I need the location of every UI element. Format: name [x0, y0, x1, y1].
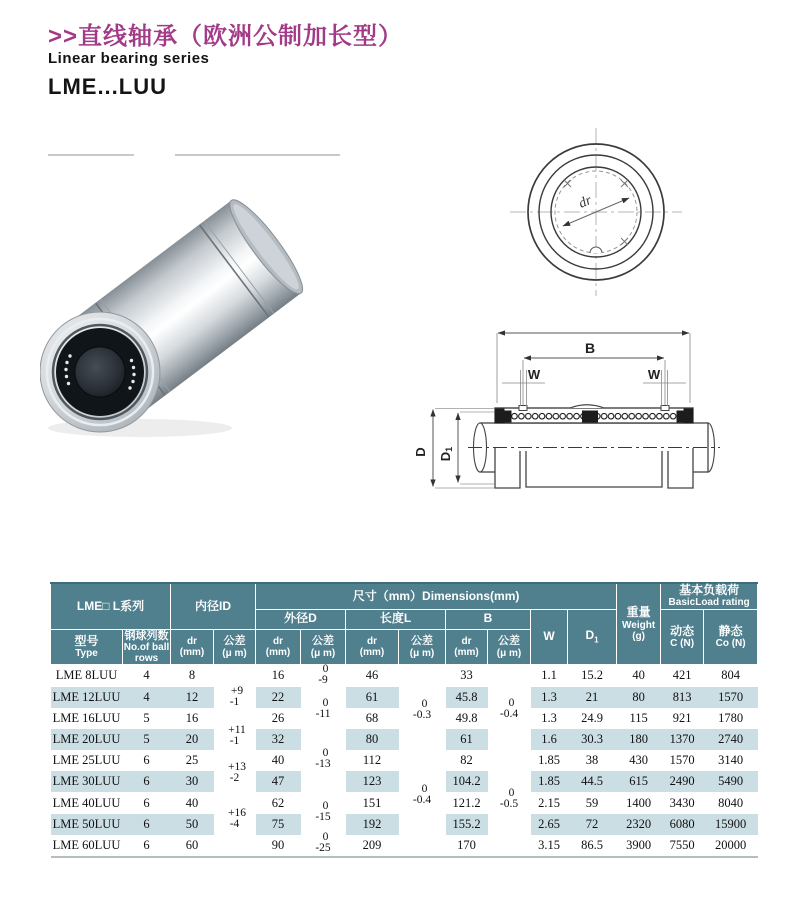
cell-weight: 40: [632, 668, 645, 683]
tolerance-label: +13 -2: [228, 761, 246, 785]
tolerance-label: 0 -15: [315, 800, 331, 824]
cell-id-dr: 8: [188, 668, 196, 683]
col-header-static: 静态 Co (N): [704, 609, 758, 665]
col-id-tolerance: [214, 665, 256, 857]
cell-weight: 180: [617, 729, 661, 750]
cell-w: 1.3: [541, 710, 557, 725]
cell-len-dr: 112: [362, 753, 382, 768]
cell-balls: 6: [143, 795, 150, 810]
cell-d1: 86.5: [581, 837, 603, 852]
cell-dynamic: 813: [661, 687, 704, 708]
bore-diameter-label: dr: [576, 193, 595, 212]
col-header-id-dr: dr (mm): [171, 629, 214, 665]
cell-type: LME 30LUU: [51, 771, 123, 792]
cell-w: 1.1: [541, 668, 557, 683]
spec-table-container: [50, 582, 757, 858]
cell-dynamic: 3430: [669, 795, 695, 810]
cell-w: 1.6: [531, 729, 568, 750]
cell-w: 2.65: [531, 814, 568, 835]
cell-balls: 5: [143, 710, 150, 725]
tolerance-label: +9 -1: [229, 685, 244, 709]
cell-od-dr: 40: [271, 753, 285, 768]
col-header-b-tol: 公差 (μ m): [488, 629, 531, 665]
tolerance-label: 0 -0.3: [412, 698, 432, 722]
col-header-len-tol: 公差 (μ m): [399, 629, 446, 665]
cell-id-dr: 20: [171, 729, 214, 750]
cell-dynamic: 921: [672, 710, 692, 725]
cell-balls: 6: [143, 753, 150, 768]
dim-d1-label: D1: [438, 446, 454, 462]
col-header-b: B: [446, 609, 531, 629]
cell-static: 5490: [704, 771, 758, 792]
cell-len-dr: 46: [365, 668, 379, 683]
cell-dynamic: 1370: [661, 729, 704, 750]
cell-dynamic: 7550: [669, 837, 695, 852]
technical-drawings: [380, 120, 800, 520]
cell-w: 2.15: [538, 795, 560, 810]
cell-type: LME 40LUU: [52, 795, 121, 810]
col-od-tolerance: [301, 665, 346, 857]
product-photo: [40, 190, 320, 440]
decorative-rule: [48, 154, 134, 156]
cell-weight: 3900: [626, 837, 652, 852]
dim-w-right-label: W: [647, 367, 661, 382]
cell-type: LME 12LUU: [51, 687, 123, 708]
cell-b-dr: 61: [446, 729, 488, 750]
cell-id-dr: 40: [185, 795, 199, 810]
cell-dynamic: 6080: [661, 814, 704, 835]
cell-balls: 6: [123, 771, 171, 792]
cell-len-dr: 61: [346, 687, 399, 708]
cell-b-dr: 121.2: [452, 795, 481, 810]
cell-dynamic: 1570: [669, 753, 695, 768]
cell-w: 1.3: [531, 687, 568, 708]
cell-len-dr: 68: [365, 710, 379, 725]
col-header-dynamic: 动态 C (N): [661, 609, 704, 665]
col-header-ball-rows: 钢球列数 No.of ball rows: [123, 629, 170, 665]
col-header-od: 外径D: [256, 609, 346, 629]
cell-weight: 615: [617, 771, 661, 792]
cell-balls: 6: [143, 837, 150, 852]
cell-b-dr: 45.8: [446, 687, 488, 708]
col-header-length: 长度L: [346, 609, 446, 629]
cell-od-dr: 90: [271, 837, 285, 852]
cell-w: 1.85: [531, 771, 568, 792]
cell-b-dr: 155.2: [446, 814, 488, 835]
col-b-tolerance: [488, 665, 531, 857]
cell-dynamic: 2490: [661, 771, 704, 792]
col-header-id-tol: 公差 (μ m): [214, 629, 256, 665]
cell-weight: 430: [629, 753, 648, 768]
tolerance-label: 0 -13: [315, 747, 331, 771]
cell-id-dr: 16: [185, 710, 199, 725]
cell-weight: 80: [617, 687, 661, 708]
cell-weight: 1400: [626, 795, 652, 810]
col-header-dimensions: 尺寸（mm）Dimensions(mm): [256, 583, 617, 609]
cell-d1: 21: [568, 687, 617, 708]
dim-w-left-label: W: [527, 367, 541, 382]
cell-balls: 4: [143, 668, 150, 683]
tolerance-label: 0 -11: [315, 697, 331, 721]
cell-od-dr: 62: [271, 795, 285, 810]
page-subtitle: Linear bearing series: [48, 50, 210, 67]
model-name: LME...LUU: [48, 74, 167, 99]
page-title: >>直线轴承（欧洲公制加长型）: [48, 23, 404, 50]
dim-b-label: B: [584, 340, 596, 356]
col-header-len-dr: dr (mm): [346, 629, 399, 665]
cell-od-dr: 47: [256, 771, 301, 792]
cell-d1: 15.2: [581, 668, 603, 683]
cell-d1: 30.3: [568, 729, 617, 750]
cell-id-dr: 30: [171, 771, 214, 792]
col-header-b-dr: dr (mm): [446, 629, 488, 665]
cell-balls: 5: [123, 729, 171, 750]
cell-od-dr: 16: [271, 668, 285, 683]
cell-type: LME 20LUU: [51, 729, 123, 750]
side-view-drawing: [413, 333, 720, 488]
tolerance-label: 0 -0.5: [499, 787, 519, 811]
decorative-rule: [175, 154, 340, 156]
cell-id-dr: 50: [171, 814, 214, 835]
cell-len-dr: 123: [346, 771, 399, 792]
cell-b-dr: 170: [457, 837, 476, 852]
cell-len-dr: 151: [362, 795, 382, 810]
cell-static: 1780: [718, 710, 744, 725]
cell-weight: 115: [629, 710, 648, 725]
cell-static: 2740: [704, 729, 758, 750]
cell-w: 3.15: [538, 837, 560, 852]
cell-static: 1570: [704, 687, 758, 708]
tolerance-label: 0 -0.4: [412, 783, 432, 806]
cell-static: 3140: [718, 753, 744, 768]
tolerance-label: 0 -25: [315, 830, 331, 854]
tolerance-label: 0 -0.4: [499, 697, 519, 721]
cell-type: LME 50LUU: [51, 814, 123, 835]
cell-d1: 59: [585, 795, 599, 810]
cell-od-dr: 26: [271, 710, 285, 725]
cell-od-dr: 75: [256, 814, 301, 835]
spec-table: [50, 582, 758, 858]
cell-dynamic: 421: [672, 668, 692, 683]
dim-d-label: D: [413, 447, 428, 457]
cell-type: LME 16LUU: [52, 710, 121, 725]
cell-id-dr: 12: [171, 687, 214, 708]
cell-type: LME 25LUU: [52, 753, 121, 768]
cell-b-dr: 33: [460, 668, 473, 683]
cell-static: 20000: [714, 837, 747, 852]
cell-len-dr: 80: [346, 729, 399, 750]
tolerance-label: +16 -4: [228, 806, 246, 830]
cell-od-dr: 22: [256, 687, 301, 708]
tolerance-label: +11 -1: [228, 723, 246, 747]
cell-balls: 4: [123, 687, 171, 708]
cell-len-dr: 192: [346, 814, 399, 835]
cell-weight: 2320: [617, 814, 661, 835]
cell-d1: 44.5: [568, 771, 617, 792]
col-header-type: 型号 Type: [51, 629, 123, 665]
cell-d1: 24.9: [581, 710, 603, 725]
cell-od-dr: 32: [256, 729, 301, 750]
cell-b-dr: 82: [460, 753, 473, 768]
cell-static: 804: [721, 668, 740, 683]
tolerance-label: 0 -9: [318, 663, 329, 687]
bearing-face: [40, 312, 160, 432]
cell-balls: 6: [123, 814, 171, 835]
cell-b-dr: 49.8: [455, 710, 478, 725]
col-header-od-tol: 公差 (μ m): [301, 629, 346, 665]
cell-b-dr: 104.2: [446, 771, 488, 792]
col-header-weight: 重量 Weight (g): [617, 583, 661, 665]
col-header-load-rating: 基本负载荷 BasicLoad rating: [661, 583, 758, 609]
cell-len-dr: 209: [362, 837, 382, 852]
cell-id-dr: 60: [185, 837, 199, 852]
col-len-tolerance: [399, 665, 446, 857]
cell-id-dr: 25: [185, 753, 199, 768]
table-row: [51, 665, 758, 687]
front-view-drawing: [510, 128, 682, 296]
cell-type: LME 60LUU: [52, 837, 121, 852]
cell-d1: 72: [568, 814, 617, 835]
col-header-w: W: [531, 609, 568, 665]
cell-static: 15900: [704, 814, 758, 835]
cell-static: 8040: [718, 795, 744, 810]
col-header-od-dr: dr (mm): [256, 629, 301, 665]
col-header-d1: $D_1$: [568, 609, 617, 665]
cell-w: 1.85: [538, 753, 560, 768]
col-header-series: LME□ L系列: [51, 583, 171, 629]
cell-type: LME 8LUU: [55, 668, 118, 683]
col-header-bore-id: 内径ID: [171, 583, 256, 629]
cell-d1: 38: [585, 753, 599, 768]
